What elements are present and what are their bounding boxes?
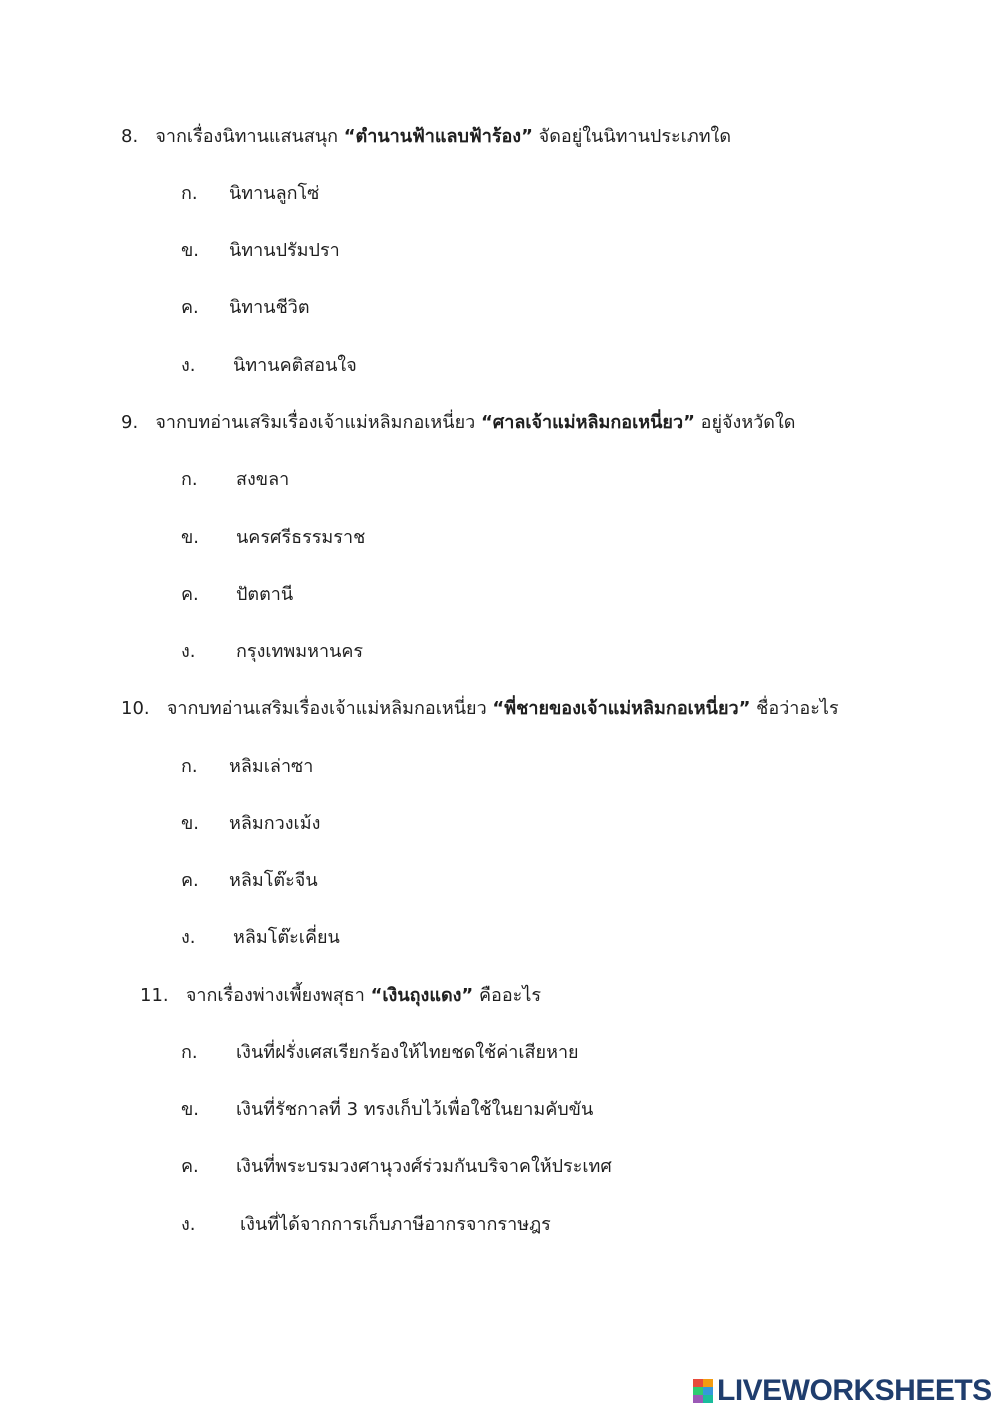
option-9-b xyxy=(181,526,365,550)
option-text: นิทานลูกโซ่ xyxy=(229,183,320,204)
logo-text: LIVEWORKSHEETS xyxy=(717,1374,992,1407)
option-10-b xyxy=(181,812,320,836)
option-letter: ก. xyxy=(181,469,198,490)
option-text: หลิมโต๊ะจีน xyxy=(229,870,318,891)
option-letter: ค. xyxy=(181,870,199,891)
option-11-b xyxy=(181,1098,593,1122)
question-text: จากเรื่องนิทานแสนสนุก xyxy=(155,126,344,147)
logo-mark-square xyxy=(693,1379,703,1387)
option-11-a xyxy=(181,1041,579,1065)
question-text-end: จัดอยู่ในนิทานประเภทใด xyxy=(532,126,732,147)
option-letter: ง. xyxy=(181,1214,196,1235)
question-keyword: “ตำนานฟ้าแลบฟ้าร้อง” xyxy=(343,126,533,147)
logo-mark-icon xyxy=(693,1379,713,1403)
option-letter: ข. xyxy=(181,240,200,261)
logo-mark-square xyxy=(703,1379,713,1387)
option-10-c xyxy=(181,869,318,893)
option-letter: ค. xyxy=(181,1156,199,1177)
question-text: จากเรื่องพ่างเพี้ยงพสุธา xyxy=(185,985,371,1006)
question-8 xyxy=(121,125,731,149)
question-text-end: คืออะไร xyxy=(473,985,542,1006)
option-letter: ง. xyxy=(181,641,196,662)
question-text: จากบทอ่านเสริมเรื่องเจ้าแม่หลิมกอเหนี่ยว xyxy=(155,412,481,433)
option-9-a xyxy=(181,468,289,492)
option-text: หลิมกวงเม้ง xyxy=(229,813,321,834)
option-letter: ค. xyxy=(181,584,199,605)
question-number: 9. xyxy=(121,412,139,433)
logo-mark-square xyxy=(693,1395,703,1403)
logo-mark-square xyxy=(703,1395,713,1403)
option-text: นิทานปรัมปรา xyxy=(229,240,340,261)
option-letter: ง. xyxy=(181,927,196,948)
option-text: เงินที่ฝรั่งเศสเรียกร้องให้ไทยชดใช้ค่าเสียหาย xyxy=(236,1042,579,1063)
option-8-a xyxy=(181,182,319,206)
question-keyword: “พี่ชายของเจ้าแม่หลิมกอเหนี่ยว” xyxy=(492,698,751,719)
option-letter: ข. xyxy=(181,813,200,834)
option-text: กรุงเทพมหานคร xyxy=(236,641,364,662)
option-text: หลิมเล่าซา xyxy=(229,756,314,777)
logo-mark-square xyxy=(703,1387,713,1395)
option-text: หลิมโต๊ะเคี่ยน xyxy=(233,927,340,948)
option-text: นครศรีธรรมราช xyxy=(236,527,366,548)
option-letter: ค. xyxy=(181,297,199,318)
question-text: จากบทอ่านเสริมเรื่องเจ้าแม่หลิมกอเหนี่ยว xyxy=(166,698,493,719)
option-8-c xyxy=(181,296,310,320)
option-10-d xyxy=(181,926,340,950)
option-11-d xyxy=(181,1213,551,1237)
question-10 xyxy=(121,697,839,721)
option-text: สงขลา xyxy=(236,469,290,490)
option-text: ปัตตานี xyxy=(236,584,294,605)
question-number: 11. xyxy=(140,985,169,1006)
question-number: 8. xyxy=(121,126,139,147)
logo-mark-square xyxy=(693,1387,703,1395)
option-text: นิทานคติสอนใจ xyxy=(233,355,357,376)
option-letter: ก. xyxy=(181,1042,198,1063)
question-text-end: อยู่จังหวัดใด xyxy=(694,412,796,433)
option-letter: ข. xyxy=(181,527,200,548)
question-text-end: ชื่อว่าอะไร xyxy=(750,698,839,719)
option-11-c xyxy=(181,1155,612,1179)
option-9-d xyxy=(181,640,363,664)
option-letter: ข. xyxy=(181,1099,200,1120)
option-8-d xyxy=(181,354,357,378)
question-keyword: “ศาลเจ้าแม่หลิมกอเหนี่ยว” xyxy=(480,412,695,433)
option-letter: ก. xyxy=(181,183,198,204)
option-8-b xyxy=(181,239,340,263)
option-text: เงินที่ได้จากการเก็บภาษีอากรจากราษฎร xyxy=(240,1214,551,1235)
option-9-c xyxy=(181,583,293,607)
question-9 xyxy=(121,411,795,435)
question-11 xyxy=(140,984,541,1008)
liveworksheets-logo xyxy=(693,1376,992,1406)
option-letter: ง. xyxy=(181,355,196,376)
option-text: นิทานชีวิต xyxy=(229,297,310,318)
option-10-a xyxy=(181,755,313,779)
option-letter: ก. xyxy=(181,756,198,777)
question-number: 10. xyxy=(121,698,150,719)
option-text: เงินที่รัชกาลที่ 3 ทรงเก็บไว้เพื่อใช้ในยามคับขัน xyxy=(236,1099,594,1120)
option-text: เงินที่พระบรมวงศานุวงศ์ร่วมกันบริจาคให้ประเทศ xyxy=(236,1156,612,1177)
question-keyword: “เงินถุงแดง” xyxy=(370,985,474,1006)
